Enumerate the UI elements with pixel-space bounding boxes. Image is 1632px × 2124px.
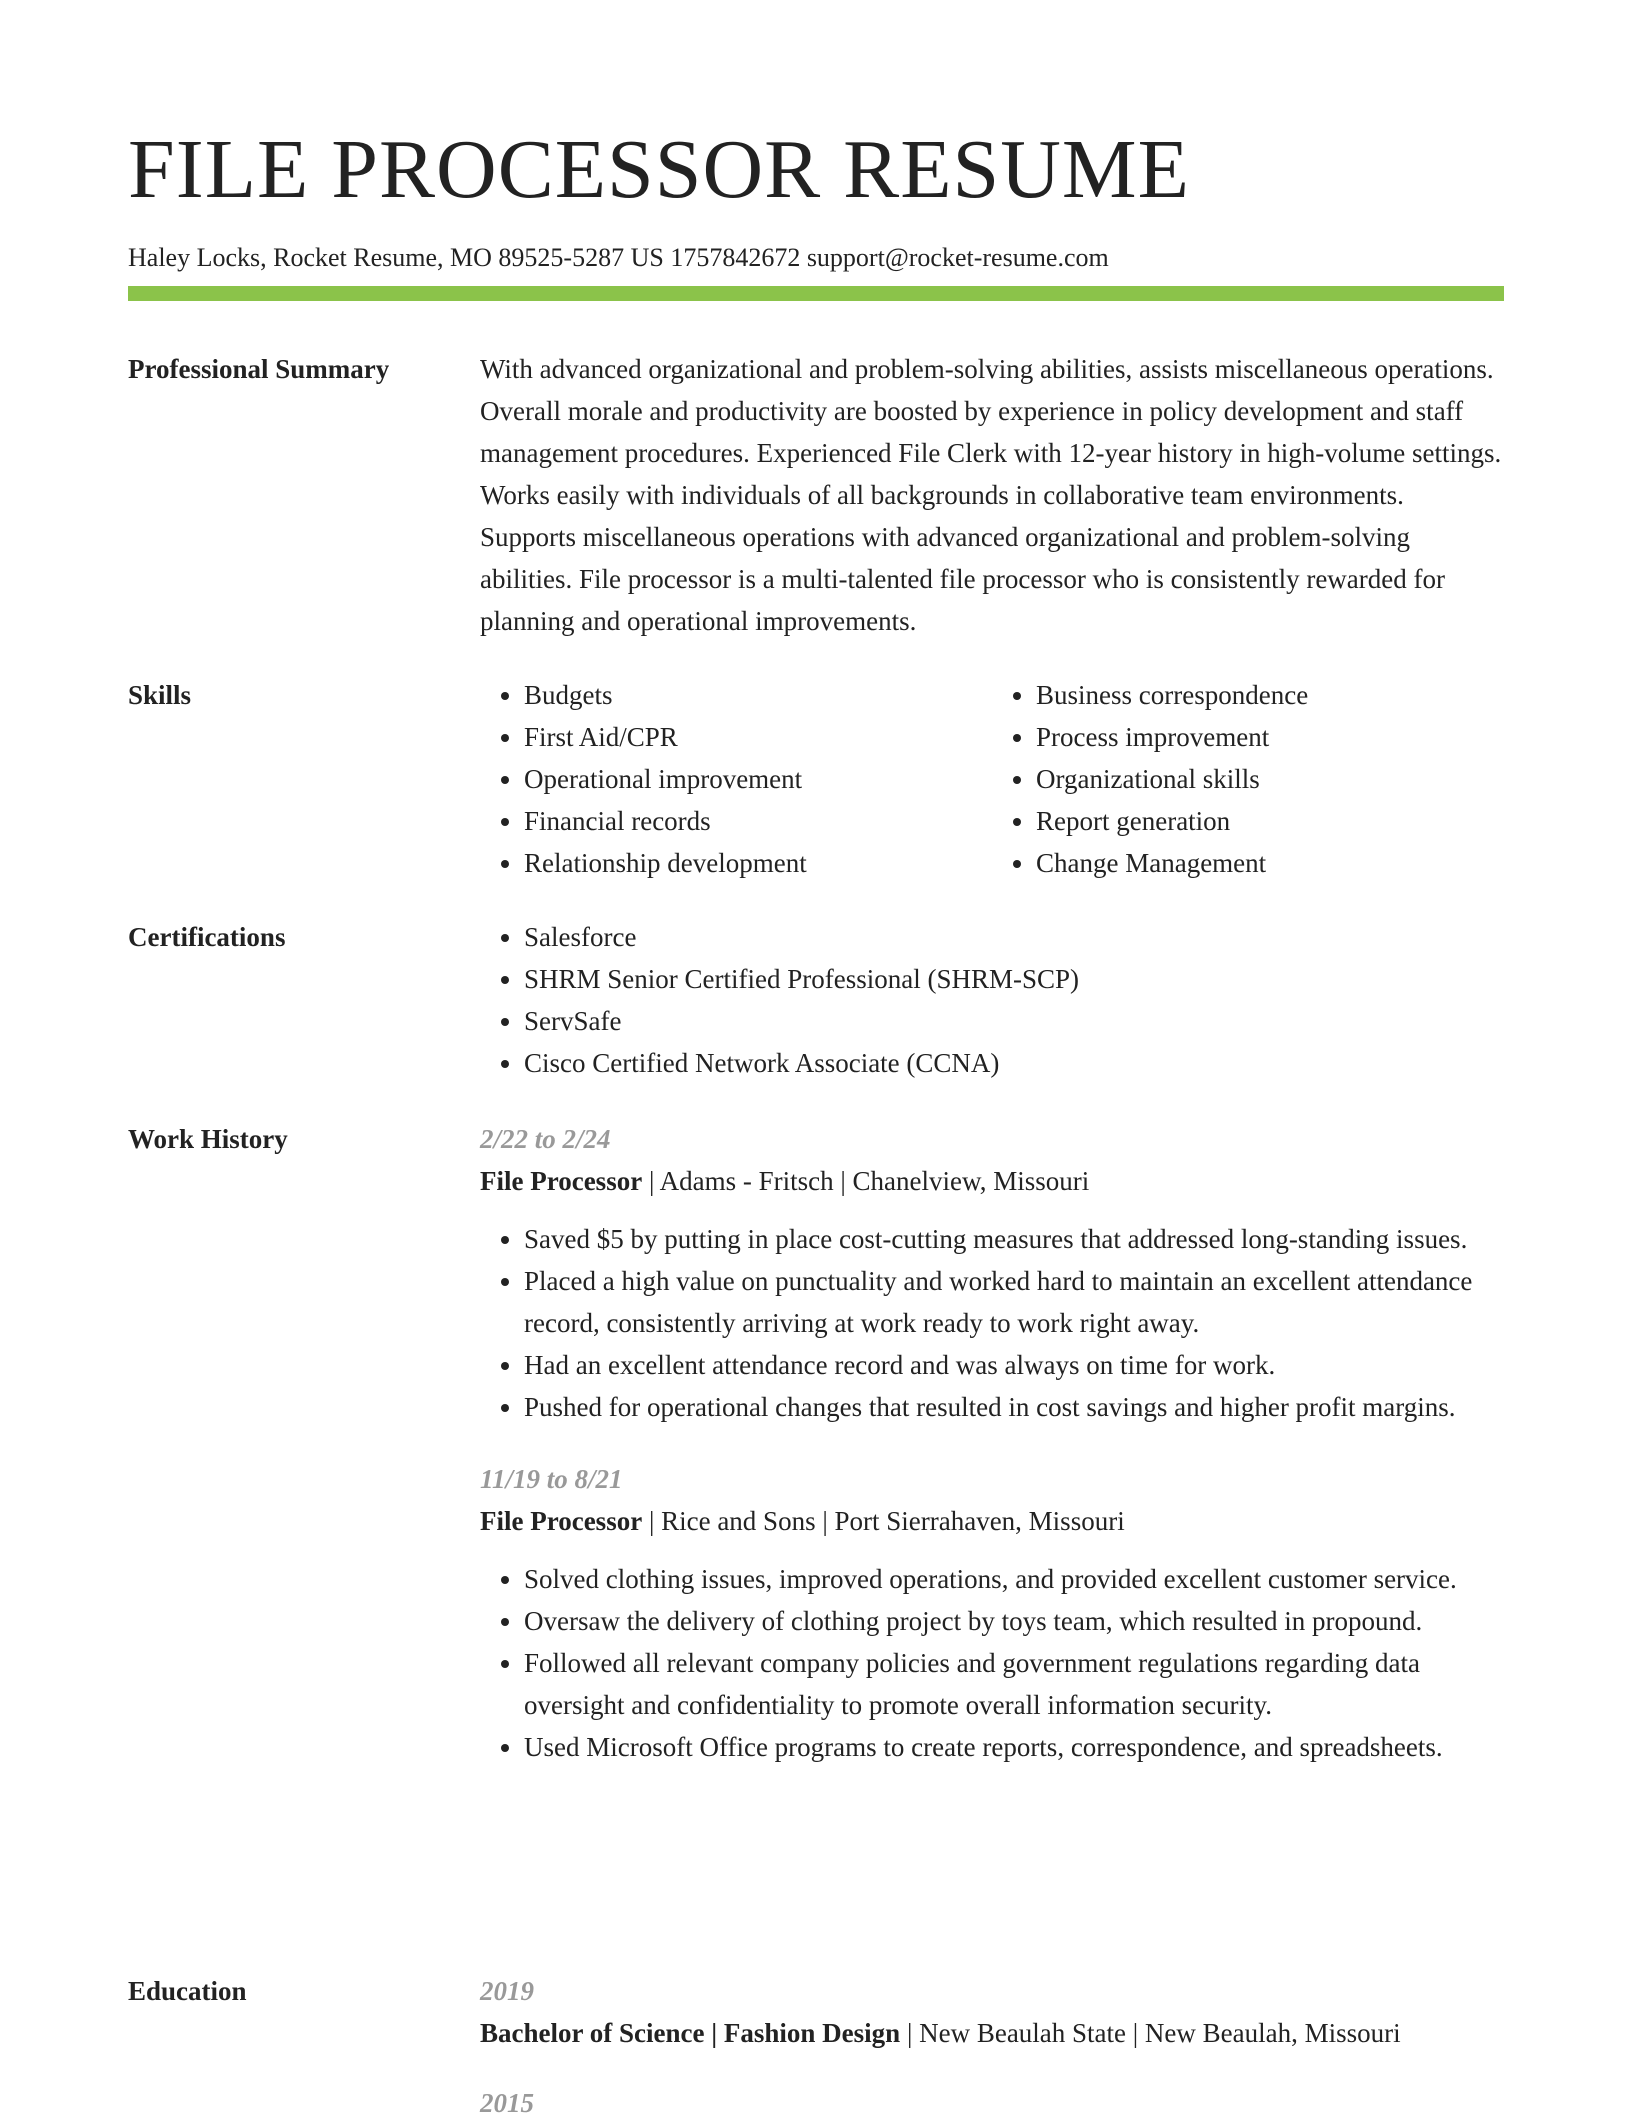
job-bullet: • Oversaw the delivery of clothing project by toys team, which resulted in propound. <box>524 1600 1504 1642</box>
job-bullet: • Used Microsoft Office programs to create reports, correspondence, and spreadsheets. <box>524 1726 1504 1768</box>
job-bullets <box>480 1218 1504 1428</box>
skill-item: • Operational improvement <box>524 758 992 800</box>
job-bullet: • Had an excellent attendance record and was always on time for work. <box>524 1344 1504 1386</box>
section-label-summary: Professional Summary <box>128 354 390 384</box>
skills-list-right <box>992 674 1504 884</box>
job-title: File Processor <box>480 1166 643 1196</box>
job-bullet: • Followed all relevant company policies and government regulations regarding data oversight and confidentiality to promote overall information security. <box>524 1642 1504 1726</box>
skill-item: • Financial records <box>524 800 992 842</box>
job-bullet: • Pushed for operational changes that resulted in cost savings and higher profit margins. <box>524 1386 1504 1428</box>
job-bullet: • Saved $5 by putting in place cost-cutting measures that addressed long-standing issues. <box>524 1218 1504 1260</box>
skill-item: • Organizational skills <box>1036 758 1504 800</box>
section-label-certifications: Certifications <box>128 922 286 952</box>
job-dates: 2/22 to 2/24 <box>480 1124 611 1154</box>
job-role <box>480 1160 1504 1202</box>
job-bullet: • Solved clothing issues, improved operations, and provided excellent customer service. <box>524 1558 1504 1600</box>
skill-item: • Budgets <box>524 674 992 716</box>
education-details: | New Beaulah State | New Beaulah, Missouri <box>900 2018 1401 2048</box>
section-label-work: Work History <box>128 1124 288 1154</box>
education-degree-line <box>480 2012 1504 2054</box>
summary-text: With advanced organizational and problem-solving abilities, assists miscellaneous operations. Overall morale and productivity are boosted by experience in policy development and staff management procedures. Experienced File Clerk with 12-year history in high-volume settings. Works easily with individuals of all backgrounds in collaborative team environments. Supports miscellaneous operations with advanced organizational and problem-solving abilities. File processor is a multi-talented file processor who is consistently rewarded for planning and operational improvements. <box>480 354 1502 636</box>
job-bullet: • Placed a high value on punctuality and worked hard to maintain an excellent attendance record, consistently arriving at work ready to work right away. <box>524 1260 1504 1344</box>
skill-item: • Business correspondence <box>1036 674 1504 716</box>
job-role <box>480 1500 1504 1542</box>
skill-item: • Relationship development <box>524 842 992 884</box>
certification-item: • Cisco Certified Network Associate (CCNA) <box>524 1042 1504 1084</box>
certifications-list <box>480 916 1504 1084</box>
education-year: 2015 <box>480 2088 534 2118</box>
contact-line: Haley Locks, Rocket Resume, MO 89525-5287 US 1757842672 support@rocket-resume.com <box>128 243 1109 272</box>
job-title: File Processor <box>480 1506 643 1536</box>
job-details: | Rice and Sons | Port Sierrahaven, Missouri <box>642 1506 1125 1536</box>
education-year: 2019 <box>480 1976 534 2006</box>
certification-item: • Salesforce <box>524 916 1504 958</box>
certifications-body <box>480 916 1504 1084</box>
skill-item: • Report generation <box>1036 800 1504 842</box>
job-details: | Adams - Fritsch | Chanelview, Missouri <box>642 1166 1090 1196</box>
skills-body <box>480 674 1504 884</box>
certification-item: • SHRM Senior Certified Professional (SHRM-SCP) <box>524 958 1504 1000</box>
education-body <box>480 1970 1504 2124</box>
skill-item: • Change Management <box>1036 842 1504 884</box>
accent-divider <box>128 286 1504 301</box>
section-label-skills: Skills <box>128 680 192 710</box>
summary-body <box>480 348 1504 642</box>
job-dates: 11/19 to 8/21 <box>480 1464 623 1494</box>
job-entry <box>480 1458 1504 1768</box>
page-title: FILE PROCESSOR RESUME <box>128 123 1190 216</box>
skill-item: • First Aid/CPR <box>524 716 992 758</box>
skill-item: • Process improvement <box>1036 716 1504 758</box>
education-degree: Bachelor of Science | Fashion Design <box>480 2018 901 2048</box>
section-label-education: Education <box>128 1976 247 2006</box>
certification-item: • ServSafe <box>524 1000 1504 1042</box>
job-bullets <box>480 1558 1504 1768</box>
work-history-body <box>480 1118 1504 1798</box>
skills-list-left <box>480 674 992 884</box>
job-entry <box>480 1118 1504 1428</box>
resume-header <box>128 120 1504 274</box>
